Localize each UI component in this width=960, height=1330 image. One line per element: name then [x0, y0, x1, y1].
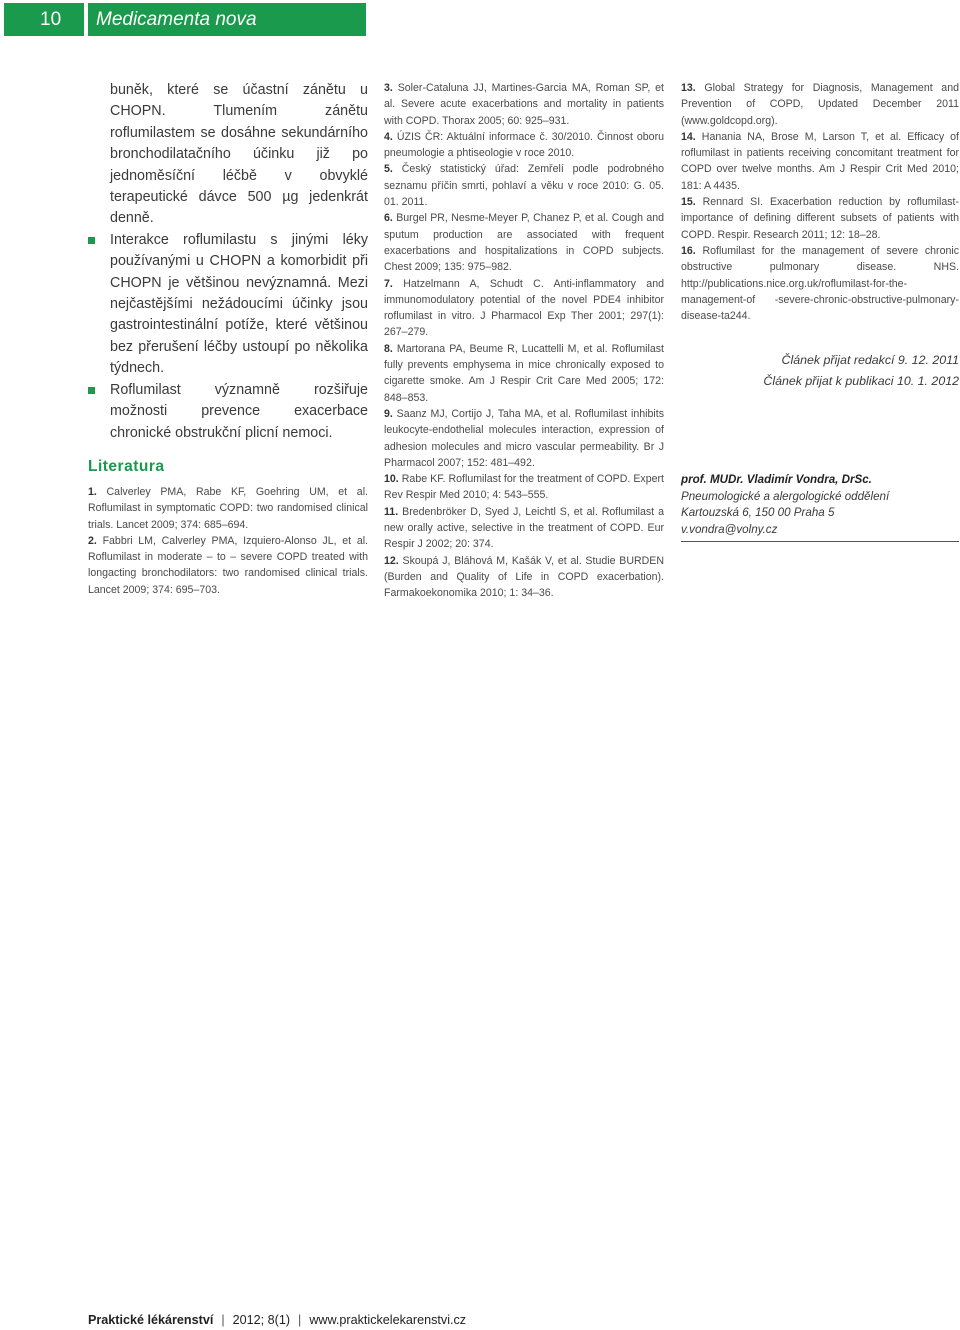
- intro-paragraph: buněk, které se účastní zánětu u CHOPN. Tlumením zánětu roflumilastem se dosáhne sekundárního bronchodilatačního účinku již po jednoměsíční léčbě v obvyklé terapeutické dávce 500 µg jedenkrát denně.: [110, 82, 368, 227]
- reference-item: [384, 276, 664, 341]
- reference-item: [384, 161, 664, 210]
- reference-number: 4.: [384, 130, 393, 143]
- reference-number: 1.: [88, 485, 97, 498]
- section-title: Medicamenta nova: [88, 3, 366, 36]
- page-footer: [88, 1313, 466, 1327]
- reference-item: [681, 243, 959, 324]
- author-name: prof. MUDr. Vladimír Vondra, DrSc.: [681, 473, 872, 486]
- page-number: 10: [4, 3, 84, 36]
- author-address: Kartouzská 6, 150 00 Praha 5: [681, 506, 835, 519]
- bullet-item: [88, 230, 368, 380]
- column-2: [384, 80, 664, 602]
- reference-number: 15.: [681, 196, 696, 209]
- reference-number: 2.: [88, 534, 97, 547]
- reference-number: 14.: [681, 130, 696, 143]
- reference-text: Hatzelmann A, Schudt C. Anti-inflammatory and immunomodulatory potential of the novel PDE4 inhibitor roflumilast in vitro. J Pharmacol Exp Ther 2001; 297(1): 267–279.: [384, 277, 664, 339]
- reference-number: 6.: [384, 212, 393, 225]
- reference-item: [384, 504, 664, 553]
- reference-number: 5.: [384, 163, 393, 176]
- reference-item: [681, 129, 959, 194]
- reference-item: [384, 553, 664, 602]
- reference-text: Saanz MJ, Cortijo J, Taha MA, et al. Roflumilast inhibits leukocyte-endothelial molecules interaction, expression of adhesion molecules and micro vascular permeability. Br J Pharmacol 2007; 152: 481–492.: [384, 407, 664, 469]
- reference-text: Hanania NA, Brose M, Larson T, et al. Efficacy of roflumilast in patients receiving concomitant treatment for COPD over twelve months. Am J Respir Crit Med 2010; 181: A 4435.: [681, 130, 960, 192]
- reference-item: [384, 341, 664, 406]
- reference-item: [88, 484, 368, 533]
- reference-number: 9.: [384, 407, 393, 420]
- bullet-square-icon: [88, 387, 95, 394]
- author-block: [681, 472, 959, 542]
- reference-text: Český statistický úřad: Zemřelí podle podrobného seznamu příčin smrti, pohlaví a věku v roce 2010: G. 05. 01. 2011.: [384, 163, 664, 209]
- bullet-square-icon: [88, 237, 95, 244]
- journal-url[interactable]: www.praktickelekarenstvi.cz: [309, 1313, 467, 1327]
- reference-text: Rennard SI. Exacerbation reduction by roflumilast-importance of defining different subsets of patients with COPD. Respir. Research 2011; 12: 18–28.: [681, 196, 959, 241]
- reference-number: 7.: [384, 277, 393, 290]
- reference-item: [384, 471, 664, 504]
- reference-number: 16.: [681, 244, 696, 257]
- reference-number: 12.: [384, 554, 399, 567]
- journal-issue: 2012; 8(1): [232, 1313, 291, 1327]
- literature-heading: Literatura: [88, 457, 165, 475]
- reference-text: Global Strategy for Diagnosis, Management and Prevention of COPD, Updated December 2011 (www.goldcopd.org).: [681, 82, 959, 127]
- bullet-text: Interakce roflumilastu s jinými léky používanými u CHOPN a komorbidit při CHOPN je většinou nevýznamná. Mezi nejčastějšími nežádoucími účinky jsou gastrointestinální potíže, které většinou bez přerušení léčby ustoupí po několika týdnech.: [110, 231, 368, 377]
- column-1: [88, 80, 368, 598]
- reference-text: Rabe KF. Roflumilast for the treatment of COPD. Expert Rev Respir Med 2010; 4: 543–555.: [384, 473, 664, 502]
- reference-item: [384, 129, 664, 162]
- accepted-date: Článek přijat k publikaci 10. 1. 2012: [763, 374, 959, 389]
- reference-number: 10.: [384, 473, 399, 486]
- reference-text: Fabbri LM, Calverley PMA, Izquiero-Alonso JL, et al. Roflumilast in moderate – to – severe COPD treated with longacting bronchodilators: two randomised clinical trials. Lancet 2009; 374: 695–703.: [88, 534, 369, 596]
- author-department: Pneumologické a alergologické oddělení: [681, 489, 890, 503]
- article-dates: [681, 350, 959, 392]
- reference-text: Skoupá J, Bláhová M, Kašák V, et al. Studie BURDEN (Burden and Quality of Life in COPD exacerbation). Farmakoekonomika 2010; 1: 34–36.: [384, 554, 664, 600]
- received-date: Článek přijat redakcí 9. 12. 2011: [781, 353, 959, 368]
- reference-text: Martorana PA, Beume R, Lucattelli M, et al. Roflumilast fully prevents emphysema in mice chronically exposed to cigarette smoke. Am J Respir Crit Care Med 2005; 172: 848–853.: [384, 342, 664, 404]
- reference-number: 3.: [384, 82, 393, 94]
- bullet-text: Roflumilast významně rozšiřuje možnosti prevence exacerbace chronické obstrukční plicní nemoci.: [110, 381, 368, 441]
- reference-number: 11.: [384, 505, 399, 518]
- reference-text: Roflumilast for the management of severe chronic obstructive pulmonary disease. NHS. http://publications.nice.org.uk/roflumilast-for-the-management-of -severe-chronic-obstructive-pulmonary-disease-ta244.: [681, 244, 959, 323]
- journal-name: Praktické lékárenství: [88, 1313, 214, 1327]
- reference-number: 8.: [384, 342, 393, 355]
- reference-number: 13.: [681, 82, 696, 94]
- reference-text: Calverley PMA, Rabe KF, Goehring UM, et al. Roflumilast in symptomatic COPD: two randomised clinical trials. Lancet 2009; 374: 685–694.: [88, 485, 368, 531]
- reference-item: [384, 210, 664, 275]
- reference-item: [384, 80, 664, 129]
- bullet-item: [88, 380, 368, 444]
- reference-item: [681, 194, 959, 243]
- footer-separator: |: [221, 1313, 225, 1327]
- reference-item: [681, 80, 959, 129]
- reference-text: Burgel PR, Nesme-Meyer P, Chanez P, et al. Cough and sputum production are associated with frequent exacerbations and hospitalizations in COPD subjects. Chest 2009; 135: 975–982.: [384, 212, 664, 274]
- column-3: [681, 80, 959, 392]
- reference-item: [88, 533, 368, 598]
- author-email[interactable]: v.vondra@volny.cz: [681, 522, 778, 536]
- reference-text: ÚZIS ČR: Aktuální informace č. 30/2010. Činnost oboru pneumologie a phtiseologie v roce 2010.: [384, 130, 664, 160]
- reference-text: Soler-Cataluna JJ, Martines-Garcia MA, Roman SP, et al. Severe acute exacerbations and mortality in patients with COPD. Thorax 2005; 60: 925–931.: [384, 82, 664, 127]
- reference-item: [384, 406, 664, 471]
- reference-text: Bredenbröker D, Syed J, Leichtl S, et al. Roflumilast a new orally active, selective in the treatment of COPD. Eur Respir J 2002; 20: 374.: [384, 505, 664, 551]
- footer-separator: |: [298, 1313, 302, 1327]
